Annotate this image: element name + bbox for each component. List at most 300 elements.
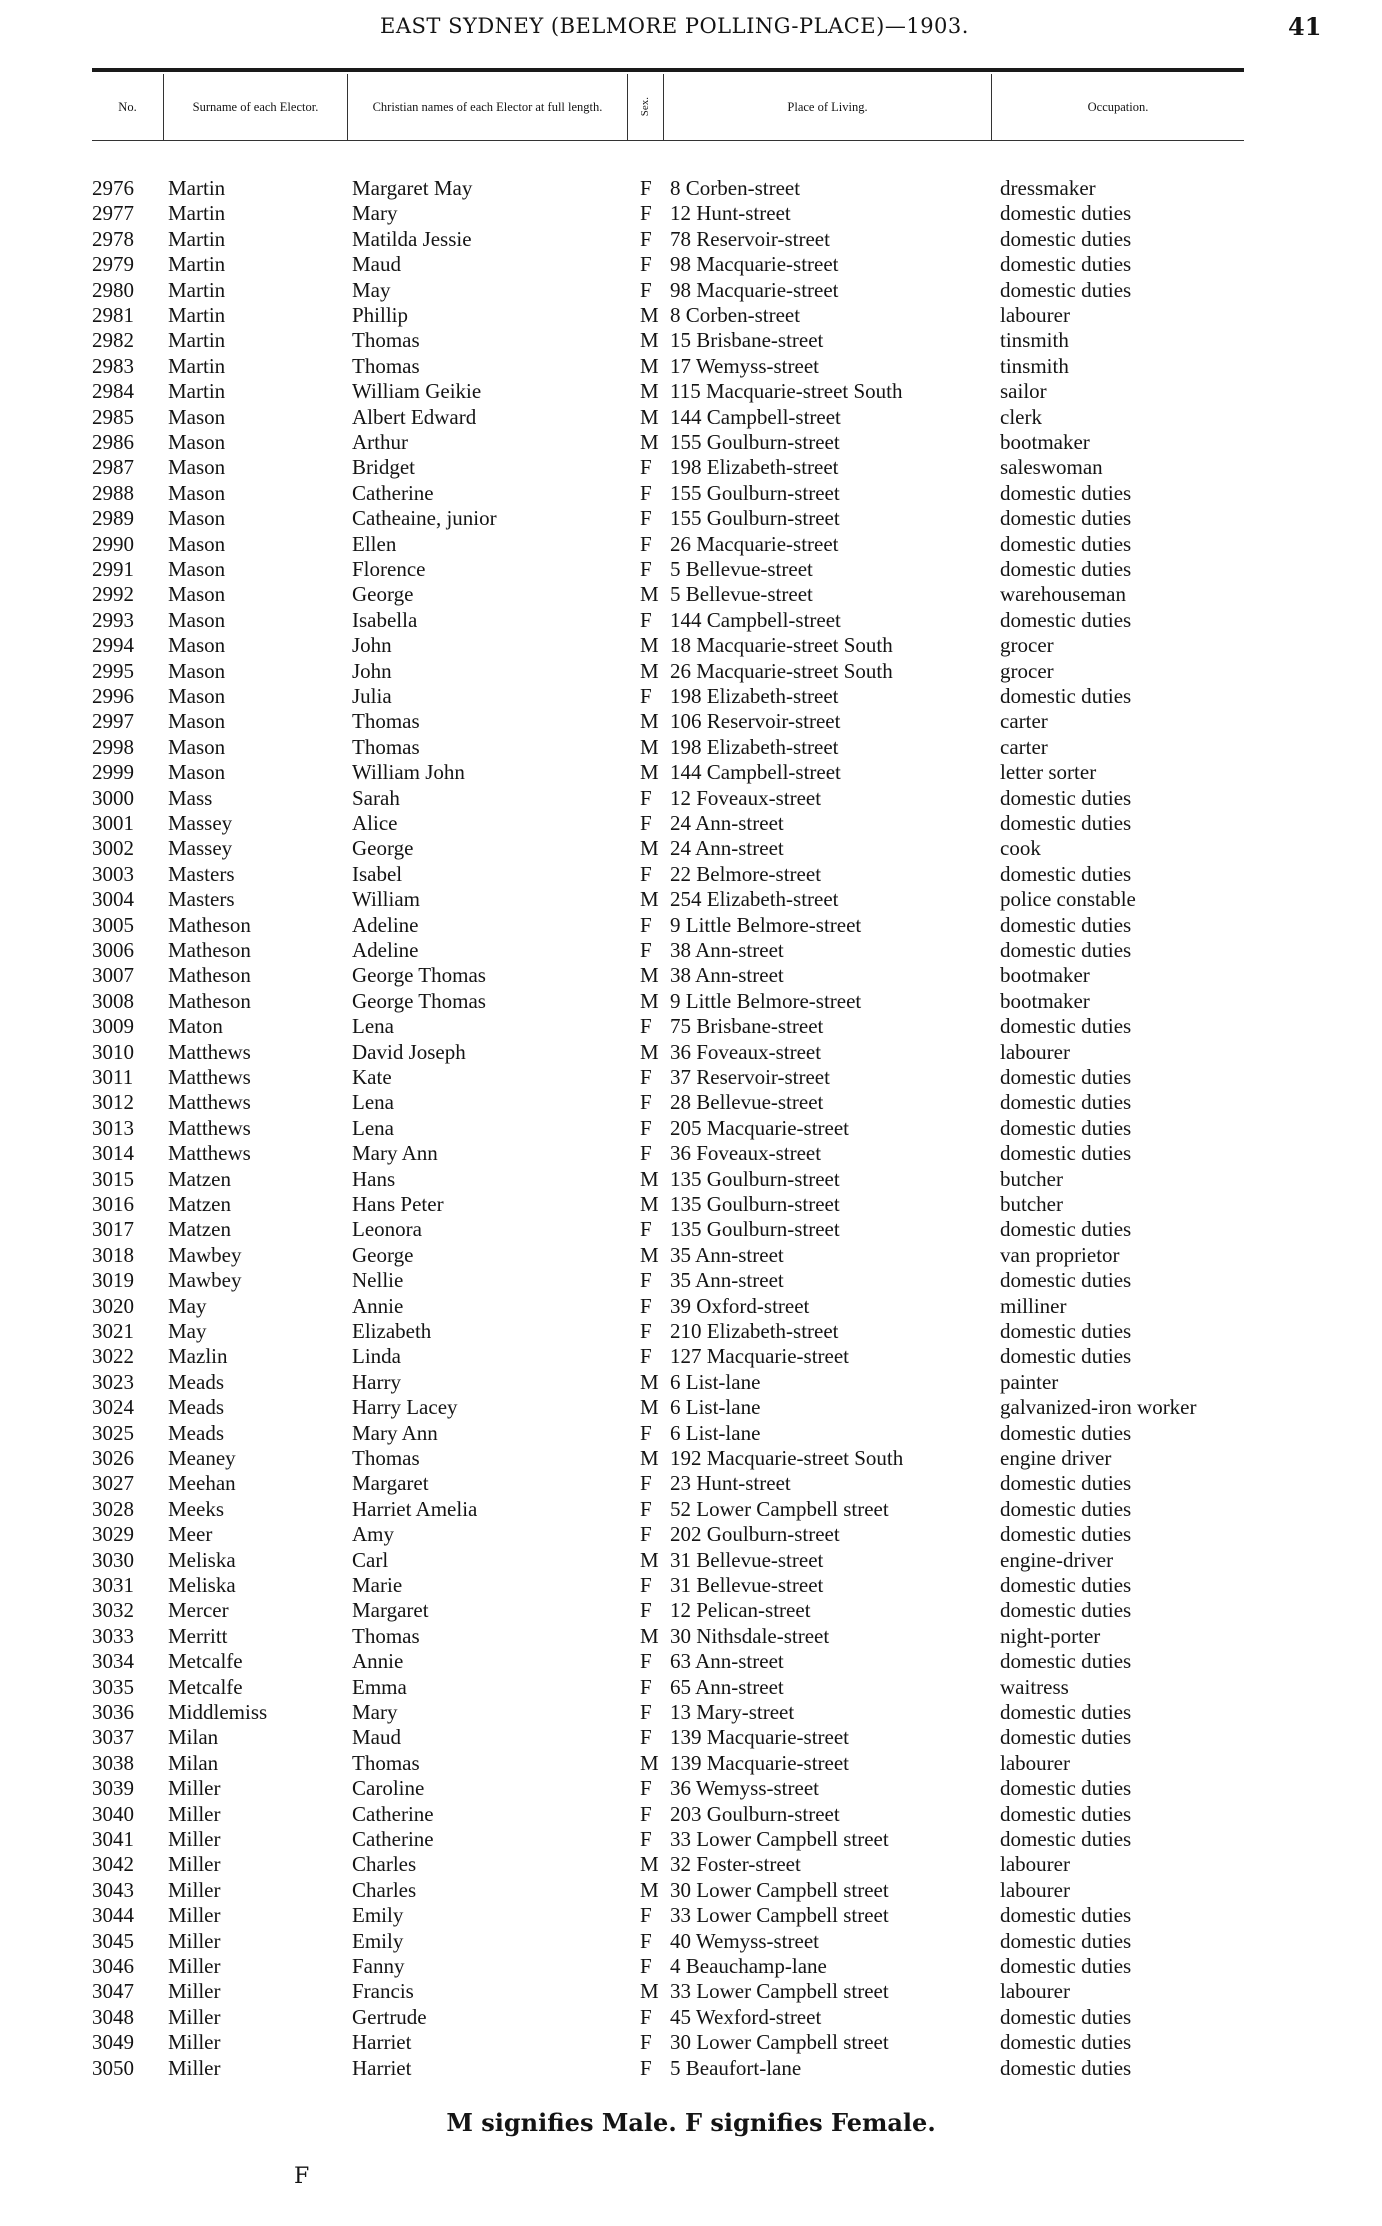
sex: M [640, 1547, 659, 1572]
occupation: dressmaker [1000, 176, 1096, 200]
elector-number: 3029 [92, 1522, 134, 1547]
occupation: grocer [1000, 658, 1054, 683]
table-row [0, 2030, 1382, 2055]
page-title: EAST SYDNEY (BELMORE POLLING-PLACE)—1903. [380, 14, 969, 38]
elector-number: 2987 [92, 455, 134, 480]
sex: F [640, 531, 652, 556]
occupation: domestic duties [1000, 1014, 1132, 1039]
surname: Miller [168, 2004, 221, 2029]
occupation: domestic duties [1000, 811, 1132, 835]
sex: F [640, 1725, 652, 1750]
christian-names: Harriet Amelia [352, 1496, 478, 1521]
occupation: domestic duties [1000, 785, 1132, 810]
elector-number: 3011 [92, 1065, 134, 1089]
occupation: van proprietor [1000, 1242, 1120, 1267]
place-of-living: 155 Goulburn-street [670, 480, 840, 505]
sex-legend: M signifies Male. F signifies Female. [446, 2108, 936, 2137]
occupation: labourer [1000, 1877, 1070, 1902]
table-row [0, 1725, 1382, 1750]
occupation: domestic duties [1000, 2055, 1132, 2080]
place-of-living: 144 Campbell-street [670, 404, 841, 429]
sex: F [640, 1649, 652, 1674]
sex: M [640, 1979, 659, 2004]
place-of-living: 63 Ann-street [670, 1649, 784, 1674]
occupation: tinsmith [1000, 328, 1069, 353]
surname: Milan [168, 1725, 219, 1750]
table-row [0, 1954, 1382, 1979]
column-header-surname: Surname of each Elector. [164, 74, 348, 140]
place-of-living: 13 Mary-street [670, 1700, 795, 1724]
sex: M [640, 887, 659, 912]
table-row [0, 532, 1382, 557]
table-row [0, 1751, 1382, 1776]
elector-number: 3024 [92, 1395, 134, 1420]
christian-names: Emily [352, 1903, 404, 1928]
place-of-living: 139 Macquarie-street [670, 1725, 850, 1750]
place-of-living: 35 Ann-street [670, 1268, 784, 1293]
surname: Meads [168, 1395, 224, 1420]
elector-number: 3000 [92, 785, 134, 810]
surname: Matheson [168, 938, 251, 962]
christian-names: Charles [352, 1852, 417, 1877]
surname: Milan [168, 1750, 219, 1775]
table-row [0, 1903, 1382, 1928]
occupation: painter [1000, 1369, 1059, 1394]
surname: Martin [168, 303, 226, 327]
christian-names: Linda [352, 1344, 401, 1369]
surname: Martin [168, 252, 226, 277]
elector-number: 2981 [92, 303, 134, 327]
sex: F [640, 684, 652, 708]
elector-number: 3026 [92, 1446, 134, 1470]
place-of-living: 36 Wemyss-street [670, 1776, 819, 1801]
elector-number: 3006 [92, 938, 134, 962]
place-of-living: 12 Foveaux-street [670, 785, 822, 810]
occupation: domestic duties [1000, 684, 1132, 708]
occupation: domestic duties [1000, 1065, 1132, 1089]
elector-number: 3014 [92, 1141, 134, 1166]
christian-names: Harriet [352, 2030, 412, 2055]
table-row [0, 2005, 1382, 2030]
occupation: domestic duties [1000, 531, 1132, 556]
occupation: sailor [1000, 379, 1047, 404]
sex: F [640, 785, 652, 810]
elector-number: 3049 [92, 2030, 134, 2055]
christian-names: Thomas [352, 1446, 420, 1470]
occupation: engine driver [1000, 1446, 1112, 1470]
elector-number: 3041 [92, 1827, 134, 1851]
occupation: domestic duties [1000, 1928, 1132, 1953]
surname: Meliska [168, 1573, 236, 1597]
sex: M [640, 430, 659, 454]
sex: M [640, 1446, 659, 1470]
place-of-living: 106 Reservoir-street [670, 709, 841, 734]
elector-number: 3005 [92, 912, 134, 937]
sex: M [640, 836, 659, 861]
place-of-living: 135 Goulburn-street [670, 1192, 840, 1216]
elector-number: 3016 [92, 1192, 134, 1216]
table-row [0, 1624, 1382, 1649]
christian-names: Ellen [352, 531, 397, 556]
occupation: carter [1000, 709, 1048, 734]
elector-number: 3036 [92, 1700, 134, 1724]
surname: Metcalfe [168, 1674, 243, 1699]
table-row [0, 938, 1382, 963]
header-rule [92, 68, 1244, 72]
occupation: domestic duties [1000, 1268, 1132, 1293]
sex: M [640, 1166, 659, 1191]
elector-number: 2984 [92, 379, 134, 404]
table-row [0, 557, 1382, 582]
occupation: domestic duties [1000, 861, 1132, 886]
surname: Meads [168, 1369, 224, 1394]
elector-number: 2983 [92, 353, 134, 378]
christian-names: Nellie [352, 1268, 404, 1293]
place-of-living: 127 Macquarie-street [670, 1344, 850, 1369]
occupation: domestic duties [1000, 1725, 1132, 1750]
table-row [0, 1548, 1382, 1573]
christian-names: Thomas [352, 1750, 420, 1775]
place-of-living: 22 Belmore-street [670, 861, 822, 886]
surname: Miller [168, 2055, 221, 2080]
surname: Mason [168, 684, 226, 708]
table-row [0, 1268, 1382, 1293]
surname: May [168, 1293, 207, 1318]
christian-names: Elizabeth [352, 1319, 432, 1343]
sex: F [640, 226, 652, 251]
table-row [0, 1522, 1382, 1547]
sex: M [640, 328, 659, 353]
elector-number: 3037 [92, 1725, 134, 1750]
christian-names: Fanny [352, 1954, 405, 1978]
christian-names: Charles [352, 1877, 417, 1902]
christian-names: Lena [352, 1090, 394, 1115]
sex: F [640, 1801, 652, 1826]
christian-names: Mary [352, 1700, 398, 1724]
elector-number: 3023 [92, 1369, 134, 1394]
surname: Middlemiss [168, 1700, 268, 1724]
christian-names: Catheaine, junior [352, 506, 497, 531]
christian-names: John [352, 658, 392, 683]
elector-number: 2977 [92, 201, 134, 226]
surname: Miller [168, 1852, 221, 1877]
elector-number: 3004 [92, 887, 134, 912]
occupation: labourer [1000, 1039, 1070, 1064]
sex: F [640, 1471, 652, 1496]
elector-number: 2976 [92, 176, 134, 200]
occupation: domestic duties [1000, 252, 1132, 277]
elector-number: 2978 [92, 226, 134, 251]
table-row [0, 786, 1382, 811]
surname: Meliska [168, 1547, 236, 1572]
place-of-living: 30 Lower Campbell street [670, 1877, 889, 1902]
elector-number: 3044 [92, 1903, 134, 1928]
surname: Matheson [168, 963, 251, 988]
christian-names: William Geikie [352, 379, 482, 404]
christian-names: Sarah [352, 785, 400, 810]
elector-number: 3031 [92, 1573, 134, 1597]
table-row [0, 862, 1382, 887]
elector-number: 2980 [92, 277, 134, 302]
surname: Mercer [168, 1598, 229, 1623]
surname: Matthews [168, 1065, 251, 1089]
surname: Massey [168, 811, 233, 835]
sex: M [640, 1877, 659, 1902]
sex: F [640, 1954, 652, 1978]
occupation: domestic duties [1000, 1598, 1132, 1623]
table-row [0, 1598, 1382, 1623]
place-of-living: 6 List-lane [670, 1395, 761, 1420]
surname: Mason [168, 709, 226, 734]
place-of-living: 203 Goulburn-street [670, 1801, 840, 1826]
occupation: butcher [1000, 1192, 1063, 1216]
place-of-living: 38 Ann-street [670, 963, 784, 988]
table-row [0, 963, 1382, 988]
elector-number: 2992 [92, 582, 134, 607]
place-of-living: 23 Hunt-street [670, 1471, 791, 1496]
table-row [0, 633, 1382, 658]
table-row [0, 1040, 1382, 1065]
christian-names: Annie [352, 1649, 404, 1674]
place-of-living: 254 Elizabeth-street [670, 887, 839, 912]
elector-number: 3015 [92, 1166, 134, 1191]
occupation: clerk [1000, 404, 1042, 429]
surname: Mawbey [168, 1242, 242, 1267]
table-row [0, 2056, 1382, 2081]
sex: M [640, 760, 659, 785]
christian-names: Harry [352, 1369, 401, 1394]
surname: Mass [168, 785, 213, 810]
table-row [0, 1929, 1382, 1954]
place-of-living: 6 List-lane [670, 1369, 761, 1394]
occupation: domestic duties [1000, 506, 1132, 531]
table-row [0, 1649, 1382, 1674]
occupation: domestic duties [1000, 201, 1132, 226]
table-row [0, 659, 1382, 684]
elector-number: 3034 [92, 1649, 134, 1674]
place-of-living: 12 Hunt-street [670, 201, 791, 226]
occupation: waitress [1000, 1674, 1069, 1699]
sex: F [640, 557, 652, 581]
table-row [0, 608, 1382, 633]
surname: Martin [168, 201, 226, 226]
sex: F [640, 1573, 652, 1597]
place-of-living: 135 Goulburn-street [670, 1217, 840, 1242]
surname: Miller [168, 1827, 221, 1851]
place-of-living: 198 Elizabeth-street [670, 734, 839, 759]
place-of-living: 65 Ann-street [670, 1674, 784, 1699]
occupation: cook [1000, 836, 1041, 861]
christian-names: Gertrude [352, 2004, 427, 2029]
surname: Mason [168, 734, 226, 759]
surname: Matzen [168, 1217, 231, 1242]
table-row [0, 1370, 1382, 1395]
elector-number: 3002 [92, 836, 134, 861]
christian-names: Annie [352, 1293, 404, 1318]
place-of-living: 198 Elizabeth-street [670, 684, 839, 708]
place-of-living: 26 Macquarie-street [670, 531, 839, 556]
elector-number: 3032 [92, 1598, 134, 1623]
table-row [0, 913, 1382, 938]
sex: M [640, 633, 659, 658]
surname: Mason [168, 531, 226, 556]
place-of-living: 32 Foster-street [670, 1852, 801, 1877]
christian-names: George Thomas [352, 988, 486, 1013]
sex: F [640, 1420, 652, 1445]
table-row [0, 1852, 1382, 1877]
elector-number: 2996 [92, 684, 134, 708]
sex: F [640, 2055, 652, 2080]
surname: Masters [168, 861, 235, 886]
place-of-living: 33 Lower Campbell street [670, 1827, 889, 1851]
elector-number: 3027 [92, 1471, 134, 1496]
christian-names: David Joseph [352, 1039, 466, 1064]
table-row [0, 1319, 1382, 1344]
surname: Meaney [168, 1446, 236, 1470]
occupation: domestic duties [1000, 1801, 1132, 1826]
table-row [0, 1243, 1382, 1268]
table-row [0, 1090, 1382, 1115]
christian-names: William [352, 887, 420, 912]
surname: Matheson [168, 988, 251, 1013]
elector-number: 2995 [92, 658, 134, 683]
occupation: domestic duties [1000, 1319, 1132, 1343]
occupation: domestic duties [1000, 1344, 1132, 1369]
occupation: engine-driver [1000, 1547, 1114, 1572]
elector-number: 2993 [92, 607, 134, 632]
christian-names: Harriet [352, 2055, 412, 2080]
elector-number: 3035 [92, 1674, 134, 1699]
elector-number: 3018 [92, 1242, 134, 1267]
elector-number: 2988 [92, 480, 134, 505]
column-header-occupation: Occupation. [1087, 99, 1149, 114]
table-row [0, 1979, 1382, 2004]
surname: Mason [168, 455, 226, 480]
sex: M [640, 303, 659, 327]
christian-names: Margaret [352, 1471, 429, 1496]
surname: Mason [168, 760, 226, 785]
surname: Miller [168, 1801, 221, 1826]
occupation: domestic duties [1000, 1471, 1132, 1496]
sex: M [640, 582, 659, 607]
christian-names: Isabel [352, 861, 403, 886]
sex: F [640, 1293, 652, 1318]
table-row [0, 1116, 1382, 1141]
place-of-living: 17 Wemyss-street [670, 353, 819, 378]
table-row [0, 1802, 1382, 1827]
elector-number: 3033 [92, 1623, 134, 1648]
elector-number: 3021 [92, 1319, 134, 1343]
christian-names: Julia [352, 684, 392, 708]
place-of-living: 8 Corben-street [670, 303, 801, 327]
sex: F [640, 861, 652, 886]
elector-number: 3008 [92, 988, 134, 1013]
sex: F [640, 1217, 652, 1242]
sex: F [640, 1496, 652, 1521]
sex: F [640, 1674, 652, 1699]
surname: Meads [168, 1420, 224, 1445]
christian-names: Leonora [352, 1217, 422, 1242]
occupation: domestic duties [1000, 1700, 1132, 1724]
place-of-living: 155 Goulburn-street [670, 430, 840, 454]
elector-number: 2994 [92, 633, 134, 658]
sex: F [640, 176, 652, 200]
elector-number: 3028 [92, 1496, 134, 1521]
sex: F [640, 912, 652, 937]
occupation: domestic duties [1000, 480, 1132, 505]
surname: May [168, 1319, 207, 1343]
occupation: domestic duties [1000, 1522, 1132, 1547]
occupation: domestic duties [1000, 938, 1132, 962]
occupation: domestic duties [1000, 1573, 1132, 1597]
elector-number: 3019 [92, 1268, 134, 1293]
christian-names: Thomas [352, 709, 420, 734]
place-of-living: 36 Foveaux-street [670, 1039, 822, 1064]
sex: M [640, 1369, 659, 1394]
christian-names: Hans Peter [352, 1192, 444, 1216]
sex: F [640, 201, 652, 226]
christian-names: Mary Ann [352, 1420, 438, 1445]
sex: F [640, 1598, 652, 1623]
table-row [0, 1776, 1382, 1801]
occupation: night-porter [1000, 1623, 1101, 1648]
occupation: butcher [1000, 1166, 1063, 1191]
elector-number: 3048 [92, 2004, 134, 2029]
surname: Miller [168, 1877, 221, 1902]
surname: Meehan [168, 1471, 236, 1496]
surname: Masters [168, 887, 235, 912]
christian-names: Margaret [352, 1598, 429, 1623]
elector-number: 2991 [92, 557, 134, 581]
elector-number: 3050 [92, 2055, 134, 2080]
christian-names: Maud [352, 252, 401, 277]
sex: F [640, 2030, 652, 2055]
occupation: domestic duties [1000, 1115, 1132, 1140]
elector-number: 3007 [92, 963, 134, 988]
sex: M [640, 1852, 659, 1877]
sex: F [640, 1827, 652, 1851]
elector-number: 3022 [92, 1344, 134, 1369]
surname: Martin [168, 353, 226, 378]
sex: M [640, 1750, 659, 1775]
christian-names: May [352, 277, 391, 302]
christian-names: Adeline [352, 938, 419, 962]
sex: F [640, 1141, 652, 1166]
place-of-living: 192 Macquarie-street South [670, 1446, 904, 1470]
table-row [0, 430, 1382, 455]
occupation: milliner [1000, 1293, 1067, 1318]
surname: Massey [168, 836, 233, 861]
christian-names: Hans [352, 1166, 396, 1191]
place-of-living: 139 Macquarie-street [670, 1750, 850, 1775]
sex: F [640, 1522, 652, 1547]
christian-names: Lena [352, 1115, 394, 1140]
sex: M [640, 963, 659, 988]
occupation: letter sorter [1000, 760, 1097, 785]
christian-names: John [352, 633, 392, 658]
christian-names: Harry Lacey [352, 1395, 458, 1420]
table-row [0, 1471, 1382, 1496]
surname: Matthews [168, 1090, 251, 1115]
christian-names: Francis [352, 1979, 414, 2004]
table-row [0, 201, 1382, 226]
occupation: carter [1000, 734, 1048, 759]
christian-names: George [352, 582, 414, 607]
christian-names: Thomas [352, 734, 420, 759]
sex: F [640, 506, 652, 531]
elector-number: 3025 [92, 1420, 134, 1445]
surname: Mason [168, 658, 226, 683]
